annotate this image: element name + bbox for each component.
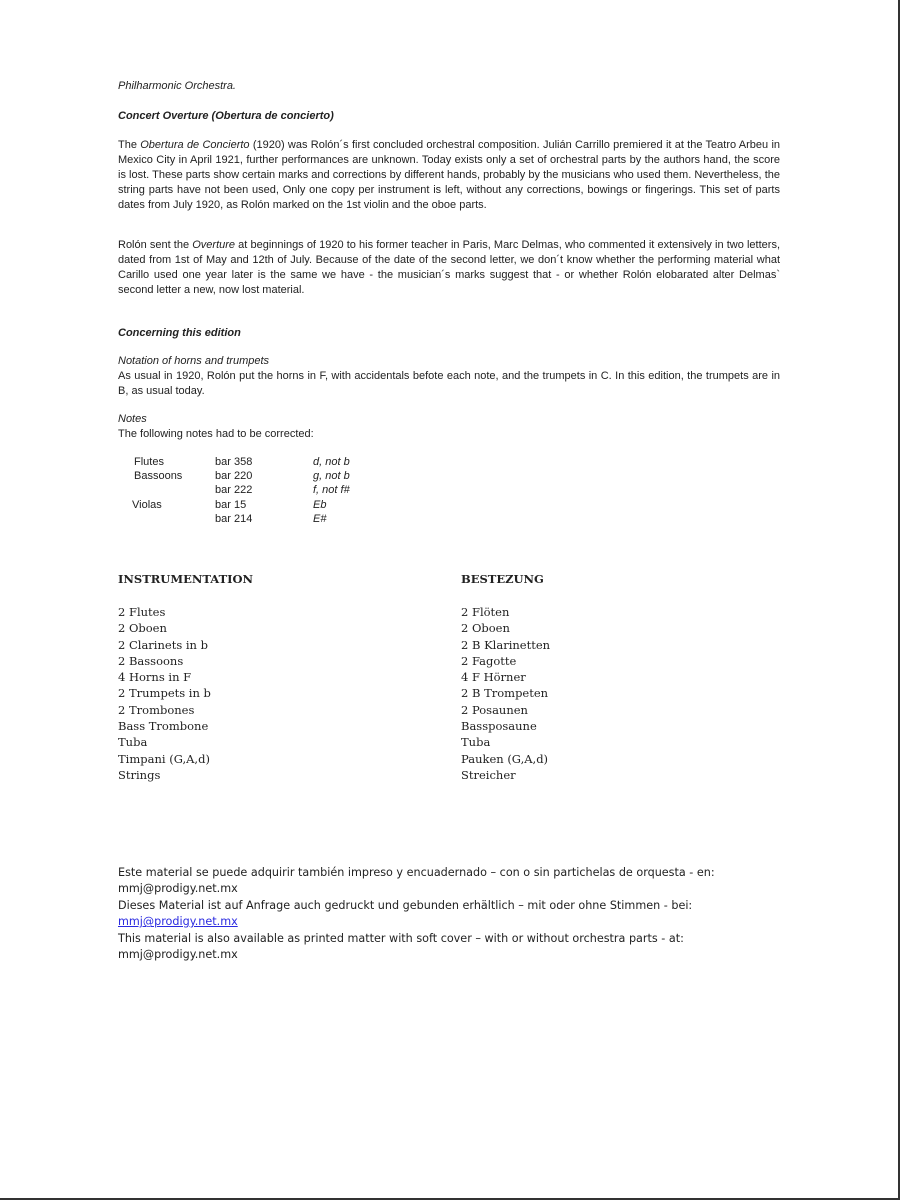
instrument-item-de: 2 B Klarinetten [461, 637, 551, 652]
availability-en-text: This material is also available as printed matter with soft cover – with or without orchestra parts - at: [118, 931, 684, 945]
correction-bar: bar 214 [215, 513, 253, 525]
correction-row [0, 513, 500, 528]
correction-row [0, 456, 500, 471]
p2-work-title: Overture [192, 239, 236, 251]
instrument-item: Tuba [118, 735, 148, 750]
correction-fix: d, not b [313, 456, 350, 468]
instrument-item-de: Pauken (G,A,d) [461, 751, 549, 766]
besetzung-list [461, 604, 550, 783]
correction-bar: bar 358 [215, 456, 253, 468]
correction-bar: bar 222 [215, 484, 253, 496]
instrument-item: 2 Bassoons [118, 653, 184, 668]
instrument-item: 2 Oboen [118, 621, 167, 636]
correction-fix: g, not b [313, 470, 350, 482]
instrument-item: 4 Horns in F [118, 670, 192, 685]
availability-block [118, 865, 780, 963]
notation-heading: Notation of horns and trumpets [118, 355, 270, 367]
correction-fix: E# [313, 513, 327, 525]
instrument-item: 2 Flutes [118, 605, 166, 619]
correction-fix: Eb [313, 499, 327, 511]
correction-bar: bar 220 [215, 470, 253, 482]
orchestra-line: Philharmonic Orchestra. [118, 80, 236, 92]
notes-intro: The following notes had to be corrected: [118, 428, 314, 440]
instrumentation-list [118, 604, 211, 783]
correction-row [0, 484, 500, 499]
overture-paragraph-2 [118, 238, 780, 298]
availability-en [118, 931, 780, 964]
instrument-item: Strings [118, 767, 161, 782]
p1-text-rest: (1920) was Rolón´s first concluded orchestral composition. Julián Carrillo premiered it at the Teatro Arbeu in Mexico City in April 1921, further performances are unknown. Today exists only a set of orchestral parts by the authors hand, the score is lost. These parts show certain marks and corrections by different hands, probably by the musicians who used them. Nevertheless, the string parts have not been used, Only one copy per instrument is left, without any corrections, bowings or fingerings. This set of parts dates from July 1920, as Rolón marked on the 1st violin and the oboe parts. [118, 139, 781, 211]
availability-es-email: mmj@prodigy.net.mx [118, 882, 238, 896]
instrument-item: Timpani (G,A,d) [118, 751, 210, 766]
overture-heading: Concert Overture (Obertura de concierto) [118, 110, 334, 122]
availability-de-email-link[interactable]: mmj@prodigy.net.mx [118, 915, 238, 929]
correction-row [0, 499, 500, 514]
instrument-item-de: 2 Fagotte [461, 653, 517, 668]
correction-fix: f, not f# [313, 484, 350, 496]
instrument-item: 2 Trumpets in b [118, 686, 211, 701]
correction-instrument: Flutes [134, 456, 164, 468]
availability-en-email: mmj@prodigy.net.mx [118, 948, 238, 962]
instrumentation-heading: INSTRUMENTATION [118, 572, 254, 586]
instrument-item-de: Tuba [461, 735, 491, 750]
correction-instrument: Violas [132, 499, 162, 511]
instrument-item-de: 2 Oboen [461, 621, 510, 636]
p1-text-start: The [118, 139, 141, 151]
correction-row [0, 470, 500, 485]
p2-text-rest: at beginnings of 1920 to his former teacher in Paris, Marc Delmas, who commented it extensively in two letters, dated from 1st of May and 12th of July. Because of the date of the second letter, we don´t know whether the performing material what Carillo used one year later is the same we have - the musician´s marks suggest that - or whether Rolón elobarated alter Delmas` second letter a new, now lost material. [118, 239, 780, 296]
instrument-item-de: 2 B Trompeten [461, 686, 549, 701]
availability-de [118, 898, 780, 931]
instrument-item-de: 2 Posaunen [461, 702, 528, 717]
instrument-item-de: 2 Flöten [461, 605, 510, 619]
edition-heading: Concerning this edition [118, 327, 241, 339]
overture-paragraph-1 [118, 138, 780, 213]
instrument-item-de: 4 F Hörner [461, 670, 526, 685]
availability-es-text: Este material se puede adquirir también impreso y encuadernado – con o sin partichelas de orquesta - en: [118, 866, 715, 879]
besetzung-heading: BESTEZUNG [461, 572, 544, 586]
instrument-item-de: Bassposaune [461, 719, 537, 734]
notation-text: As usual in 1920, Rolón put the horns in F, with accidentals befote each note, and the trumpets in C. In this edition, the trumpets are in B, as usual today. [118, 370, 780, 397]
notes-heading: Notes [118, 413, 147, 425]
availability-es [118, 865, 780, 898]
instrument-item: Bass Trombone [118, 719, 209, 734]
instrument-item: 2 Clarinets in b [118, 637, 208, 652]
instrument-item: 2 Trombones [118, 702, 195, 717]
instrument-item-de: Streicher [461, 767, 516, 782]
p2-text-start: Rolón sent the [118, 239, 193, 251]
p1-work-title: Obertura de Concierto [140, 139, 250, 151]
correction-instrument: Bassoons [134, 470, 183, 482]
correction-bar: bar 15 [215, 499, 247, 511]
availability-de-text: Dieses Material ist auf Anfrage auch gedruckt und gebunden erhältlich – mit oder ohne Stimmen - bei: [118, 898, 693, 912]
